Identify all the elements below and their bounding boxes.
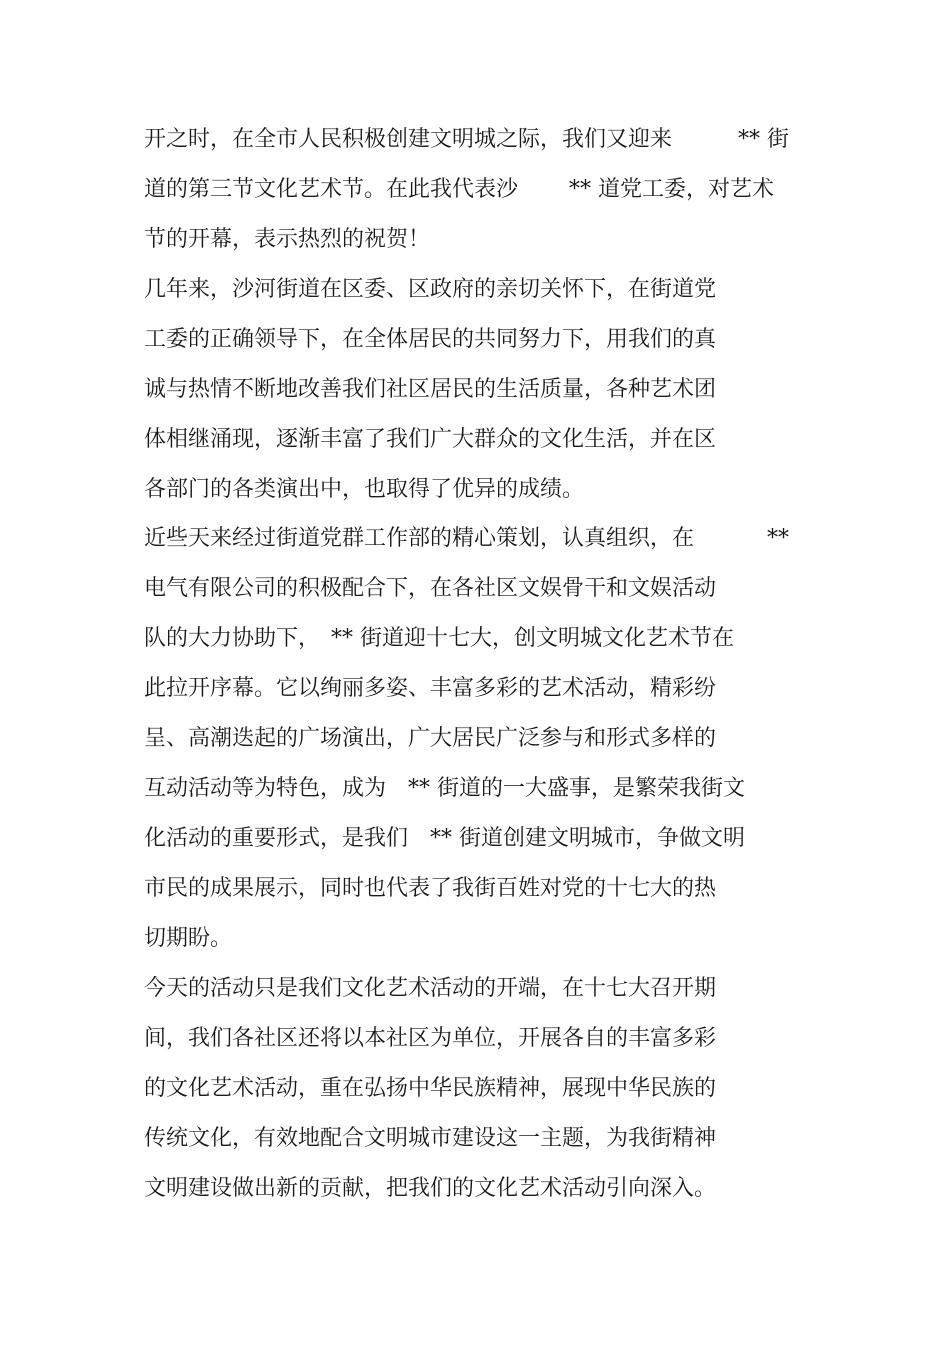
text-line: 呈、高潮迭起的广场演出，广大居民广泛参与和形式多样的 [144, 726, 717, 751]
text-line: 文明建设做出新的贡献，把我们的文化艺术活动引向深入。 [144, 1176, 717, 1201]
text-line: 近些天来经过街道党群工作部的精心策划，认真组织，在 ** [144, 526, 789, 551]
text-line: 的文化艺术活动，重在弘扬中华民族精神，展现中华民族的 [144, 1076, 717, 1101]
text-line: 切期盼。 [144, 926, 233, 951]
text-line: 诚与热情不断地改善我们社区居民的生活质量，各种艺术团 [144, 377, 717, 402]
text-line: 各部门的各类演出中，也取得了优异的成绩。 [144, 477, 585, 502]
text-line: 间，我们各社区还将以本社区为单位，开展各自的丰富多彩 [144, 1026, 717, 1051]
text-line: 电气有限公司的积极配合下，在各社区文娱骨干和文娱活动 [144, 576, 717, 601]
text-line: 体相继涌现，逐渐丰富了我们广大群众的文化生活，并在区 [144, 427, 717, 452]
text-line: 市民的成果展示，同时也代表了我街百姓对党的十七大的热 [144, 876, 717, 901]
text-line: 节的开幕，表示热烈的祝贺！ [144, 227, 431, 252]
text-line: 互动活动等为特色，成为 ** 街道的一大盛事，是繁荣我街文 [144, 776, 745, 801]
text-line: 化活动的重要形式，是我们 ** 街道创建文明城市，争做文明 [144, 826, 745, 851]
text-line: 几年来，沙河街道在区委、区政府的亲切关怀下，在街道党 [144, 277, 717, 302]
text-line: 此拉开序幕。它以绚丽多姿、丰富多彩的艺术活动，精彩纷 [144, 676, 717, 701]
text-line: 今天的活动只是我们文化艺术活动的开端，在十七大召开期 [144, 976, 717, 1001]
text-line: 工委的正确领导下，在全体居民的共同努力下，用我们的真 [144, 327, 717, 352]
text-line: 传统文化，有效地配合文明城市建设这一主题，为我街精神 [144, 1126, 717, 1151]
text-line: 道的第三节文化艺术节。在此我代表沙 ** 道党工委，对艺术 [144, 177, 774, 202]
text-line: 队的大力协助下， ** 街道迎十七大，创文明城文化艺术节在 [144, 626, 734, 651]
text-line: 开之时，在全市人民积极创建文明城之际，我们又迎来 ** 街 [144, 127, 789, 152]
